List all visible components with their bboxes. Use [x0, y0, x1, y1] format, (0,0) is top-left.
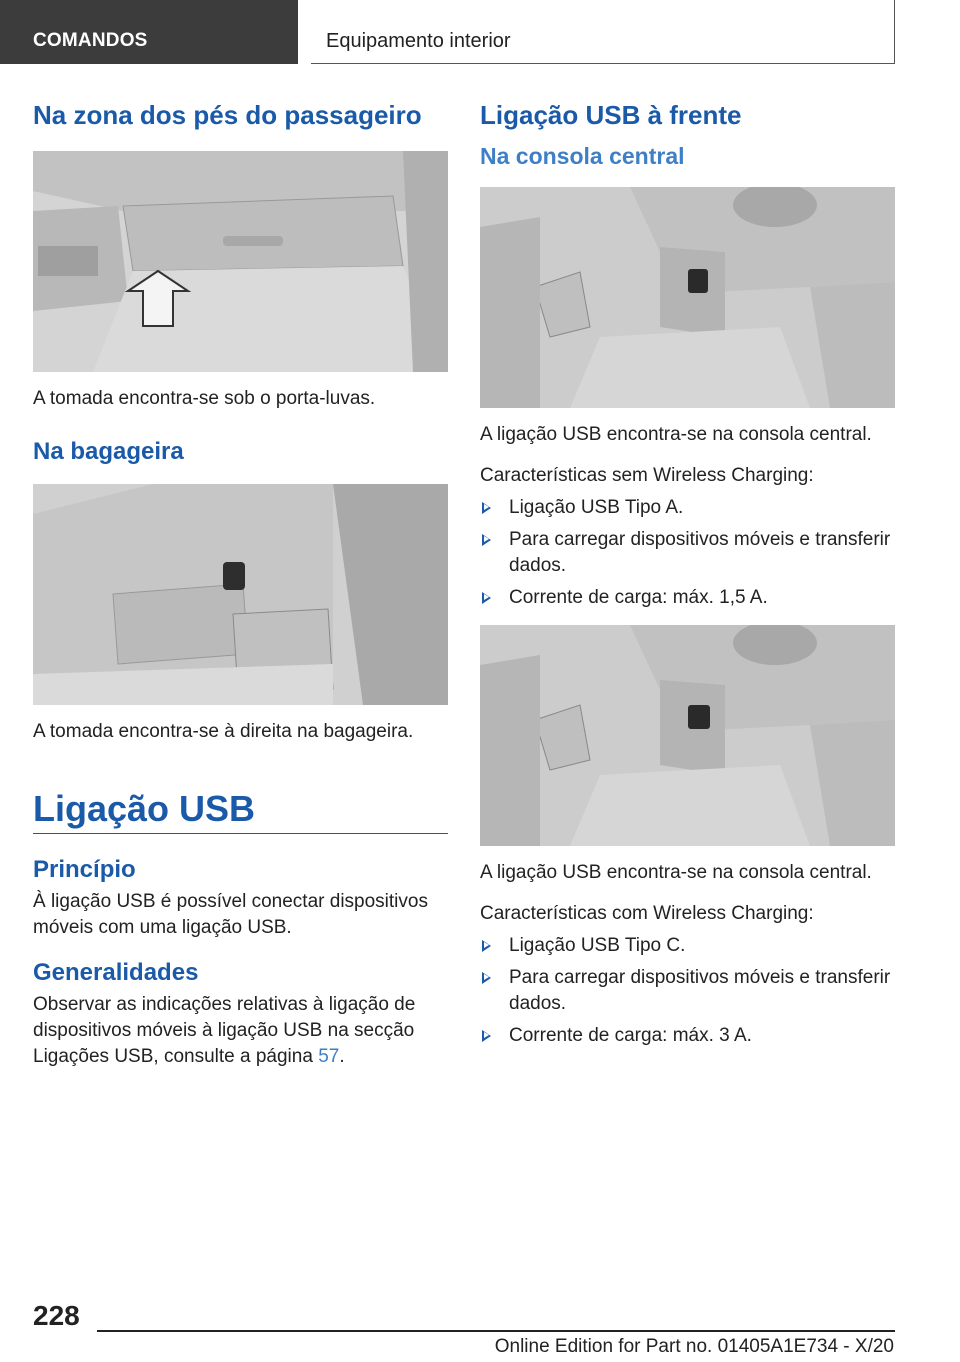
heading-general: Generalidades	[33, 958, 199, 986]
list-item	[480, 527, 895, 579]
features-intro-1: Características sem Wireless Charging:	[480, 464, 814, 486]
general-text-suffix: .	[339, 1045, 345, 1067]
caption-console-2: A ligação USB encontra-se na consola central.	[480, 861, 872, 883]
caption-footwell: A tomada encontra-se sob o porta-luvas.	[33, 388, 376, 410]
list-item-text: Para carregar dispositivos móveis e transferir dados.	[509, 966, 891, 1014]
features-list-1	[480, 495, 895, 611]
general-text	[33, 992, 448, 1070]
list-item-text: Corrente de carga: máx. 1,5 A.	[509, 586, 768, 608]
caption-console-1: A ligação USB encontra-se na consola central.	[480, 423, 872, 445]
heading-usb: Ligação USB	[33, 787, 448, 834]
list-item-text: Para carregar dispositivos móveis e transferir dados.	[509, 528, 891, 576]
chapter-title: Equipamento interior	[326, 30, 511, 52]
triangle-bullet-icon	[482, 534, 491, 546]
photo-console-usb-a	[480, 187, 895, 408]
triangle-bullet-icon	[482, 502, 491, 514]
list-item	[480, 965, 895, 1017]
edition-note: Online Edition for Part no. 01405A1E734 - X/20	[494, 1336, 894, 1357]
list-item	[480, 585, 895, 611]
list-item	[480, 495, 895, 521]
triangle-bullet-icon	[482, 592, 491, 604]
features-list-2	[480, 933, 895, 1049]
heading-usb-front: Ligação USB à frente	[480, 100, 742, 130]
list-item-text: Ligação USB Tipo A.	[509, 496, 684, 518]
right-column	[480, 100, 895, 1055]
list-item	[480, 933, 895, 959]
principle-text: À ligação USB é possível conectar dispositivos móveis com uma ligação USB.	[33, 890, 428, 938]
triangle-bullet-icon	[482, 1030, 491, 1042]
list-item-text: Corrente de carga: máx. 3 A.	[509, 1024, 752, 1046]
photo-passenger-footwell	[33, 151, 448, 372]
heading-center-console: Na consola central	[480, 143, 685, 170]
chapter-title-box	[311, 0, 895, 64]
triangle-bullet-icon	[482, 940, 491, 952]
features-intro-2: Características com Wireless Charging:	[480, 902, 814, 924]
list-item	[480, 1023, 895, 1049]
photo-console-usb-c	[480, 625, 895, 846]
caption-trunk: A tomada encontra-se à direita na bagageira.	[33, 720, 414, 742]
general-text-body: Observar as indicações relativas à ligação de dispositivos móveis à ligação USB na secção Ligações USB, consulte a página	[33, 993, 416, 1067]
heading-principle: Princípio	[33, 856, 136, 884]
section-label: COMANDOS	[33, 30, 148, 51]
page-number: 228	[33, 1300, 80, 1331]
page-reference-link[interactable]: 57	[318, 1045, 340, 1067]
footer-divider	[97, 1330, 895, 1332]
section-tab	[0, 0, 298, 64]
photo-trunk	[33, 484, 448, 705]
heading-passenger-footwell: Na zona dos pés do passageiro	[33, 100, 422, 130]
triangle-bullet-icon	[482, 972, 491, 984]
left-column	[33, 100, 448, 1070]
heading-trunk: Na bagageira	[33, 438, 184, 466]
list-item-text: Ligação USB Tipo C.	[509, 934, 686, 956]
